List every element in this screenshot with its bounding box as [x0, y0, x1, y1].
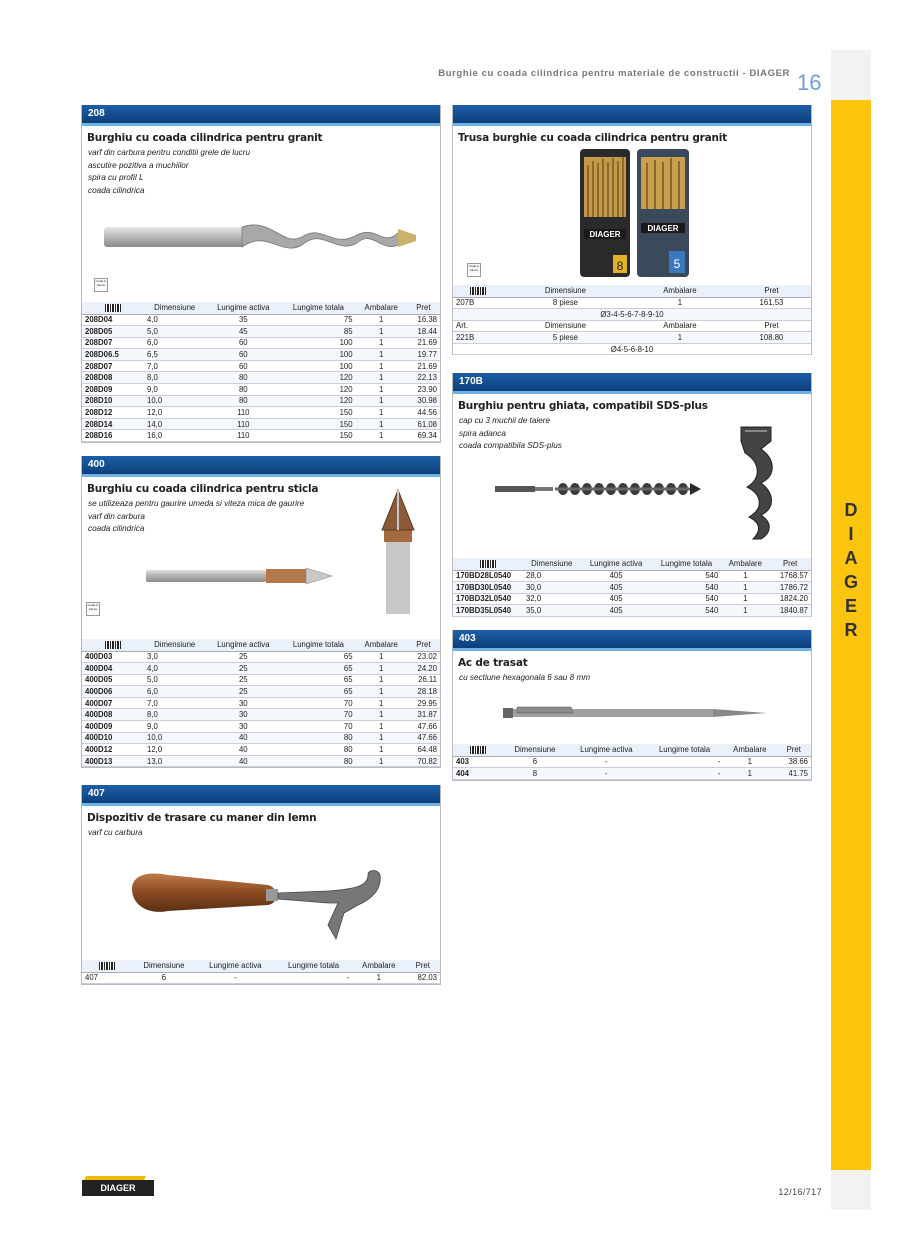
- table-cell: 405: [580, 605, 651, 617]
- table-cell: 1840.87: [769, 605, 811, 617]
- table-row: [82, 407, 440, 419]
- table-cell: 40: [205, 744, 281, 756]
- table-cell: 150: [281, 407, 355, 419]
- table-cell: 540: [652, 582, 722, 594]
- table-cell: 16,0: [144, 430, 205, 442]
- table-row: [82, 732, 440, 744]
- table-cell: 30: [205, 697, 281, 709]
- table-cell: 5,0: [144, 674, 205, 686]
- table-cell: 47.66: [407, 721, 440, 733]
- table-cell: 19.77: [407, 349, 440, 361]
- table-cell: 38.66: [776, 756, 811, 768]
- made-in-icon: made in france: [86, 602, 100, 616]
- table-cell: 70: [281, 697, 355, 709]
- table-cell: 30: [205, 721, 281, 733]
- section-code: 400: [82, 456, 440, 474]
- table-cell: 150: [281, 418, 355, 430]
- glass-drill-closeup-image: [374, 484, 424, 614]
- section-description: varf cu carbura: [88, 828, 143, 837]
- table-row: [82, 755, 440, 767]
- table-cell: 1768.57: [769, 570, 811, 582]
- section-code: 170B: [453, 373, 811, 391]
- table-row: [82, 430, 440, 442]
- table-row: [82, 686, 440, 698]
- product-code-cell: 208D10: [82, 395, 144, 407]
- product-code-cell: 208D07: [82, 337, 144, 349]
- product-code-cell: 208D09: [82, 384, 144, 396]
- table-cell: 1: [356, 697, 407, 709]
- table-cell: 40: [205, 755, 281, 767]
- product-code-cell: 400D06: [82, 686, 144, 698]
- section-title: Burghiu pentru ghiata, compatibil SDS-plus: [458, 400, 708, 412]
- table-cell: 1: [721, 582, 769, 594]
- ice-drill-closeup-image: [731, 423, 781, 541]
- table-row: Art. Dimensiune Ambalare Pret: [453, 320, 811, 332]
- product-code-cell: 170BD35L0540: [453, 605, 523, 617]
- table-cell: 540: [652, 605, 722, 617]
- table-cell: 25: [205, 651, 281, 663]
- table-cell: 85: [281, 326, 355, 338]
- section-400: [81, 456, 441, 768]
- section-title: Burghiu cu coada cilindrica pentru granit: [87, 132, 323, 144]
- table-cell: -: [275, 972, 352, 984]
- table-cell: 1: [721, 605, 769, 617]
- table-row: [82, 744, 440, 756]
- table-cell: 1: [356, 326, 407, 338]
- product-code-cell: 407: [82, 972, 132, 984]
- product-code-cell: 400D03: [82, 651, 144, 663]
- product-code-cell: 400D12: [82, 744, 144, 756]
- table-cell: 1: [356, 337, 407, 349]
- table-cell: 21.69: [407, 360, 440, 372]
- table-cell: 405: [580, 570, 651, 582]
- table-row: [82, 697, 440, 709]
- page-number: 16: [797, 70, 822, 95]
- table-cell: 28.18: [407, 686, 440, 698]
- table-row: [82, 395, 440, 407]
- table-cell: 8: [503, 768, 567, 780]
- product-code-cell: 400D09: [82, 721, 144, 733]
- footer-code: 12/16/717: [778, 1187, 822, 1197]
- product-table-407: Dimensiune Lungime activa Lungime totala Ambalare Pret 407 6 - - 1 82.03: [82, 960, 440, 984]
- table-cell: 25: [205, 686, 281, 698]
- section-code: 407: [82, 785, 440, 803]
- table-cell: 4,0: [144, 663, 205, 675]
- table-cell: 1: [356, 651, 407, 663]
- table-cell: 7,0: [144, 360, 205, 372]
- table-cell: 1: [356, 663, 407, 675]
- section-title: Ac de trasat: [458, 657, 528, 669]
- product-code-cell: 208D08: [82, 372, 144, 384]
- table-cell: 1: [356, 744, 407, 756]
- table-row: [82, 709, 440, 721]
- table-cell: -: [646, 768, 723, 780]
- table-cell: 65: [281, 651, 355, 663]
- product-code-cell: 170BD28L0540: [453, 570, 523, 582]
- section-403: [452, 630, 812, 781]
- table-cell: 10,0: [144, 732, 205, 744]
- product-table-170b: Dimensiune Lungime activa Lungime totala Ambalare Pret 170BD28L0540 28,0 405 540 1 1768.57 170BD30L0540 30,0 405 540 1 1786.72 170BD32L0540 32,0 405 540 1 1824.20 170BD35L0540 35,0 405 540 1 1840.87: [453, 558, 811, 617]
- scriber-image: [501, 704, 771, 722]
- table-cell: 110: [205, 418, 281, 430]
- table-cell: 70.82: [407, 755, 440, 767]
- section-208: [81, 105, 441, 443]
- table-row: [82, 418, 440, 430]
- section-code: 208: [82, 105, 440, 123]
- table-cell: 29.95: [407, 697, 440, 709]
- table-cell: 1: [356, 418, 407, 430]
- table-cell: 30: [205, 709, 281, 721]
- table-cell: 40: [205, 732, 281, 744]
- product-code-cell: 208D07: [82, 360, 144, 372]
- table-cell: 6,0: [144, 337, 205, 349]
- table-cell: 25: [205, 674, 281, 686]
- table-row: [453, 605, 811, 617]
- table-row: [82, 372, 440, 384]
- table-cell: 24.20: [407, 663, 440, 675]
- table-cell: 80: [205, 384, 281, 396]
- table-row: [453, 582, 811, 594]
- product-code-cell: 208D12: [82, 407, 144, 419]
- table-cell: -: [646, 756, 723, 768]
- table-row: [453, 570, 811, 582]
- product-code-cell: 400D04: [82, 663, 144, 675]
- table-cell: 64.48: [407, 744, 440, 756]
- table-cell: 12,0: [144, 407, 205, 419]
- table-cell: 6: [132, 972, 196, 984]
- table-cell: 3,0: [144, 651, 205, 663]
- product-table-trusa: Dimensiune Ambalare Pret 207B 8 piese 1 161.53 Ø3-4-5-6-7-8-9-10 Art. Dimensiune Ambalare Pret 221B 5 piese 1 108.80 Ø4-5-6-8-10: [453, 285, 811, 355]
- product-code-cell: 170BD32L0540: [453, 593, 523, 605]
- table-cell: 80: [281, 755, 355, 767]
- table-cell: 150: [281, 430, 355, 442]
- table-cell: 25: [205, 663, 281, 675]
- table-cell: 1: [723, 768, 776, 780]
- table-cell: 6,5: [144, 349, 205, 361]
- section-170b: [452, 373, 812, 617]
- product-code-cell: 403: [453, 756, 503, 768]
- table-cell: 65: [281, 663, 355, 675]
- table-cell: 1: [356, 686, 407, 698]
- made-in-icon: made in france: [94, 278, 108, 292]
- table-cell: 540: [652, 593, 722, 605]
- barcode-icon: [470, 287, 486, 295]
- table-cell: 1: [352, 972, 405, 984]
- table-cell: 100: [281, 360, 355, 372]
- table-cell: 1: [356, 314, 407, 326]
- table-cell: 100: [281, 337, 355, 349]
- table-cell: 23.02: [407, 651, 440, 663]
- side-letter: A: [844, 548, 858, 568]
- section-407: [81, 785, 441, 985]
- product-code-cell: 208D14: [82, 418, 144, 430]
- table-row: [82, 384, 440, 396]
- barcode-icon: [470, 746, 486, 754]
- table-row: 221B 5 piese 1 108.80: [453, 332, 811, 344]
- side-brand-letters: [831, 498, 871, 642]
- table-cell: -: [567, 768, 646, 780]
- product-code-cell: 208D05: [82, 326, 144, 338]
- table-cell: 120: [281, 372, 355, 384]
- table-cell: 69.34: [407, 430, 440, 442]
- table-cell: 1: [356, 721, 407, 733]
- table-cell: 10,0: [144, 395, 205, 407]
- table-cell: 120: [281, 384, 355, 396]
- section-title: Trusa burghie cu coada cilindrica pentru granit: [458, 132, 727, 144]
- side-letter: I: [848, 524, 854, 544]
- section-title: Burghiu cu coada cilindrica pentru sticla: [87, 483, 319, 495]
- table-cell: 1: [356, 395, 407, 407]
- table-cell: 22.13: [407, 372, 440, 384]
- product-code-cell: 400D08: [82, 709, 144, 721]
- table-cell: 65: [281, 686, 355, 698]
- table-row: Ø4-5-6-8-10: [453, 343, 811, 355]
- table-cell: 1824.20: [769, 593, 811, 605]
- table-cell: 61.08: [407, 418, 440, 430]
- table-row: [453, 768, 811, 780]
- table-row: 207B 8 piese 1 161.53: [453, 297, 811, 309]
- table-cell: 80: [281, 744, 355, 756]
- product-code-cell: 400D10: [82, 732, 144, 744]
- table-cell: 1: [356, 407, 407, 419]
- product-table-403: Dimensiune Lungime activa Lungime totala Ambalare Pret 403 6 - - 1 38.66 404 8 - - 1 41.75: [453, 744, 811, 780]
- table-cell: 100: [281, 349, 355, 361]
- side-letter: D: [844, 500, 858, 520]
- table-cell: 35: [205, 314, 281, 326]
- table-cell: 1: [356, 755, 407, 767]
- table-cell: 23.90: [407, 384, 440, 396]
- table-cell: 6: [503, 756, 567, 768]
- box-label: DIAGER: [647, 224, 679, 233]
- made-in-icon: made in france: [467, 263, 481, 277]
- table-cell: 30,0: [523, 582, 580, 594]
- table-cell: 8,0: [144, 372, 205, 384]
- product-code-cell: 208D06.5: [82, 349, 144, 361]
- table-cell: 12,0: [144, 744, 205, 756]
- table-cell: 44.56: [407, 407, 440, 419]
- product-table-208: Dimensiune Lungime activa Lungime totala Ambalare Pret 208D04 4,0 35 75 1 16.38 208D05 5,0 45 85 1 18.44 208D07 6,0 60 100 1 21.69 208D06.5 6,5 60 100 1 19.77 208D07 7,0 60 100 1 21.69 208D08 8,0 80 120 1 22.13 208D09 9,0 80 120 1 23.90 208D10 10,0 80 120 1 30.98 208D12 12,0 110 150 1 44.56 208D14 14,0 110 150 1 61.08 208D16 16,0 110 150 1 69.34: [82, 302, 440, 442]
- table-row: [82, 972, 440, 984]
- section-description: se utilizeaza pentru gaurire umeda si viteza mica de gaurire varf din carbura coada cilindrica: [88, 499, 305, 533]
- table-cell: 80: [205, 372, 281, 384]
- table-row: Ø3-4-5-6-7-8-9-10: [453, 309, 811, 321]
- table-cell: 14,0: [144, 418, 205, 430]
- table-cell: 4,0: [144, 314, 205, 326]
- table-cell: 47.66: [407, 732, 440, 744]
- side-letter: G: [843, 572, 858, 592]
- barcode-icon: [99, 962, 115, 970]
- table-cell: 1: [721, 593, 769, 605]
- table-cell: 32,0: [523, 593, 580, 605]
- product-code-cell: 400D07: [82, 697, 144, 709]
- table-row: [453, 756, 811, 768]
- product-code-cell: 170BD30L0540: [453, 582, 523, 594]
- side-letter: R: [844, 620, 858, 640]
- section-description: cap cu 3 muchii de taiere spira adanca coada compatibila SDS-plus: [459, 416, 562, 450]
- glass-drill-image: [144, 564, 334, 588]
- product-table-400: Dimensiune Lungime activa Lungime totala Ambalare Pret 400D03 3,0 25 65 1 23.02 400D04 4,0 25 65 1 24.20 400D05 5,0 25 65 1 26.11 400D06 6,0 25 65 1 28.18 400D07 7,0 30 70 1 29.95 400D08 8,0 30 70 1 31.87 400D09 9,0 30 70 1 47.66 400D10 10,0 40 80 1 47.66 400D12 12,0 40 80 1 64.48 400D13 13,0 40 80 1 70.82: [82, 639, 440, 767]
- product-code-cell: 208D16: [82, 430, 144, 442]
- table-cell: 1: [356, 360, 407, 372]
- product-code-cell: 208D04: [82, 314, 144, 326]
- table-cell: 75: [281, 314, 355, 326]
- table-cell: 28,0: [523, 570, 580, 582]
- barcode-icon: [105, 304, 121, 312]
- granite-drill-image: [102, 213, 418, 263]
- table-cell: 110: [205, 430, 281, 442]
- table-row: [82, 651, 440, 663]
- table-cell: 1: [356, 732, 407, 744]
- table-cell: 1: [356, 430, 407, 442]
- table-row: [82, 349, 440, 361]
- diager-logo: DIAGER: [82, 1180, 154, 1196]
- section-description: cu sectiune hexagonala 6 sau 8 mm: [459, 673, 591, 682]
- product-code-cell: 400D05: [82, 674, 144, 686]
- table-cell: 1: [356, 674, 407, 686]
- table-row: [82, 360, 440, 372]
- table-cell: 21.69: [407, 337, 440, 349]
- table-cell: 16.38: [407, 314, 440, 326]
- table-cell: 1: [356, 372, 407, 384]
- table-cell: 35,0: [523, 605, 580, 617]
- table-cell: 7,0: [144, 697, 205, 709]
- table-row: [82, 314, 440, 326]
- table-cell: 30.98: [407, 395, 440, 407]
- section-description: varf din carbura pentru conditii grele de lucru ascutire pozitiva a muchiilor spira cu profil L coada cilindrica: [88, 148, 251, 195]
- section-code: [453, 105, 811, 123]
- table-cell: 60: [205, 337, 281, 349]
- barcode-icon: [480, 560, 496, 568]
- side-tab-bottom: [831, 1170, 871, 1210]
- table-cell: 120: [281, 395, 355, 407]
- ice-drill-image: [493, 479, 703, 499]
- side-tab-top: [831, 50, 871, 100]
- table-cell: 65: [281, 674, 355, 686]
- product-code-cell: 404: [453, 768, 503, 780]
- barcode-icon: [105, 641, 121, 649]
- table-cell: 1: [356, 384, 407, 396]
- table-cell: 80: [281, 732, 355, 744]
- table-row: [82, 663, 440, 675]
- table-cell: 5,0: [144, 326, 205, 338]
- table-cell: 18.44: [407, 326, 440, 338]
- section-code: 403: [453, 630, 811, 648]
- table-cell: 1: [721, 570, 769, 582]
- table-cell: 405: [580, 582, 651, 594]
- table-row: [82, 337, 440, 349]
- table-cell: 26.11: [407, 674, 440, 686]
- side-letter: E: [844, 596, 857, 616]
- table-cell: 110: [205, 407, 281, 419]
- section-title: Dispozitiv de trasare cu maner din lemn: [87, 812, 317, 824]
- table-cell: 41.75: [776, 768, 811, 780]
- table-row: [453, 593, 811, 605]
- table-cell: 540: [652, 570, 722, 582]
- table-cell: 1: [356, 709, 407, 721]
- table-cell: 31.87: [407, 709, 440, 721]
- table-cell: 13,0: [144, 755, 205, 767]
- table-cell: 1: [723, 756, 776, 768]
- table-cell: 45: [205, 326, 281, 338]
- table-row: [82, 326, 440, 338]
- box-label: DIAGER: [589, 230, 621, 239]
- marking-tool-image: [128, 865, 408, 955]
- table-cell: 82.03: [405, 972, 440, 984]
- box-number: 5: [673, 257, 681, 271]
- table-cell: 9,0: [144, 721, 205, 733]
- section-trusa: [452, 105, 812, 355]
- table-cell: 60: [205, 349, 281, 361]
- table-cell: -: [567, 756, 646, 768]
- table-cell: 80: [205, 395, 281, 407]
- table-cell: 1786.72: [769, 582, 811, 594]
- table-cell: -: [196, 972, 275, 984]
- table-cell: 405: [580, 593, 651, 605]
- table-cell: 9,0: [144, 384, 205, 396]
- table-cell: 70: [281, 721, 355, 733]
- table-cell: 60: [205, 360, 281, 372]
- table-row: [82, 721, 440, 733]
- table-cell: 8,0: [144, 709, 205, 721]
- product-code-cell: 400D13: [82, 755, 144, 767]
- table-row: [82, 674, 440, 686]
- box-number: 8: [616, 259, 624, 273]
- table-cell: 70: [281, 709, 355, 721]
- table-cell: 6,0: [144, 686, 205, 698]
- drill-set-boxes-image: [575, 143, 695, 283]
- page-header-title: Burghie cu coada cilindrica pentru materiale de constructii - DIAGER: [438, 68, 790, 79]
- table-cell: 1: [356, 349, 407, 361]
